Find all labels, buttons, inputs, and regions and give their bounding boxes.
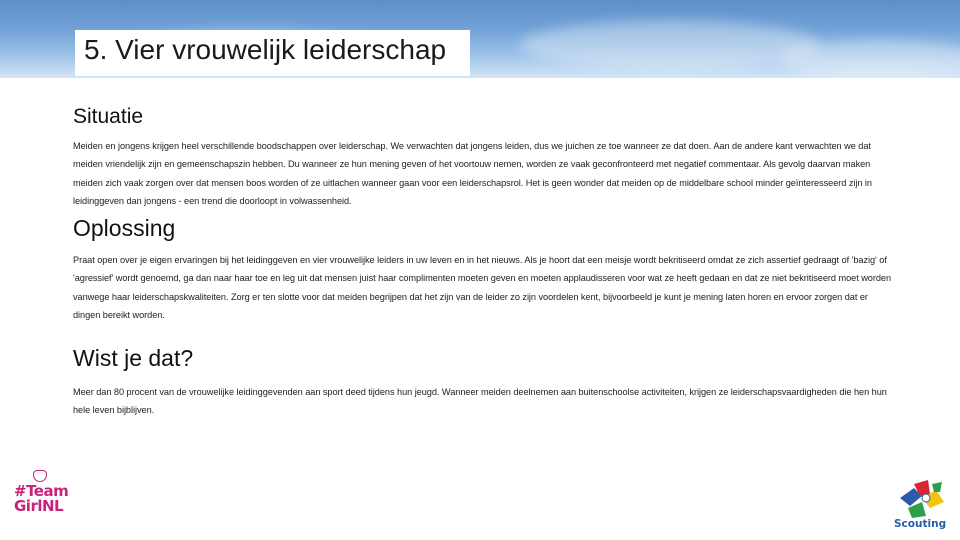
scouting-text: Scouting	[894, 518, 947, 530]
scouting-logo	[892, 476, 952, 532]
slide-title: 5. Vier vrouwelijk leiderschap	[84, 34, 447, 65]
paragraph-situatie: Meiden en jongens krijgen heel verschillende boodschappen over leiderschap. We verwachten dat jongens leiden, dus we juichen ze toe wanneer ze dat doen. Aan de andere kant verwachten we dat meiden vriendelijk zijn en gemeenschapszin hebben. Du wanneer ze hun mening geven of het voortouw nemen, worden ze vaak geconfronteerd met negatief commentaar. Als gevolg daarvan maken meiden zich vaak zorgen over dat mensen boos worden of ze uitlachen wanneer gaan voor een leiderschapsrol. Het is geen wonder dat meiden op de middelbare school minder geïnteresseerd zijn in leidinggeven dan jongens - een trend die doorloopt in volwassenheid.	[73, 141, 872, 207]
scouting-nederland-logo-icon	[892, 476, 952, 520]
scouting-crest-icon	[33, 470, 47, 482]
teamgirlnl-logo	[14, 470, 69, 528]
heading-wist-je-dat: Wist je dat?	[73, 345, 194, 371]
teamgirlnl-line2: GirlNL	[14, 497, 64, 515]
heading-situatie: Situatie	[73, 105, 144, 128]
paragraph-wist-je-dat: Meer dan 80 procent van de vrouwelijke leidinggevenden aan sport deed tijdens hun jeugd. Wanneer meiden deelnemen aan buitenschoolse activiteiten, krijgen ze leiderschapsvaardigheden die hen hun hele leven bijblijven.	[73, 387, 887, 416]
teamgirlnl-line1: #Team	[14, 482, 69, 500]
paragraph-oplossing: Praat open over je eigen ervaringen bij het leidinggeven en vier vrouwelijke leiders in uw leven en in het nieuws. Als je hoort dat een meisje wordt bekritiseerd omdat ze zich assertief gedraagt of 'bazig' of 'agressief' wordt genoemd, ga dan naar haar toe en leg uit dat mensen juist haar complimenten moeten geven en moeten applaudisseren voor wat ze heeft gedaan en dat ze niet bekritiseerd moet worden vanwege haar leiderschapskwaliteiten. Zorg er ten slotte voor dat meiden begrijpen dat het zijn van de leider zo zijn voordelen kent, bijvoorbeeld je kunt je mening laten horen en ervoor zorgen dat er dingen bereikt worden.	[73, 255, 892, 321]
teamgirlnl-text	[14, 482, 69, 515]
heading-oplossing: Oplossing	[73, 215, 176, 241]
